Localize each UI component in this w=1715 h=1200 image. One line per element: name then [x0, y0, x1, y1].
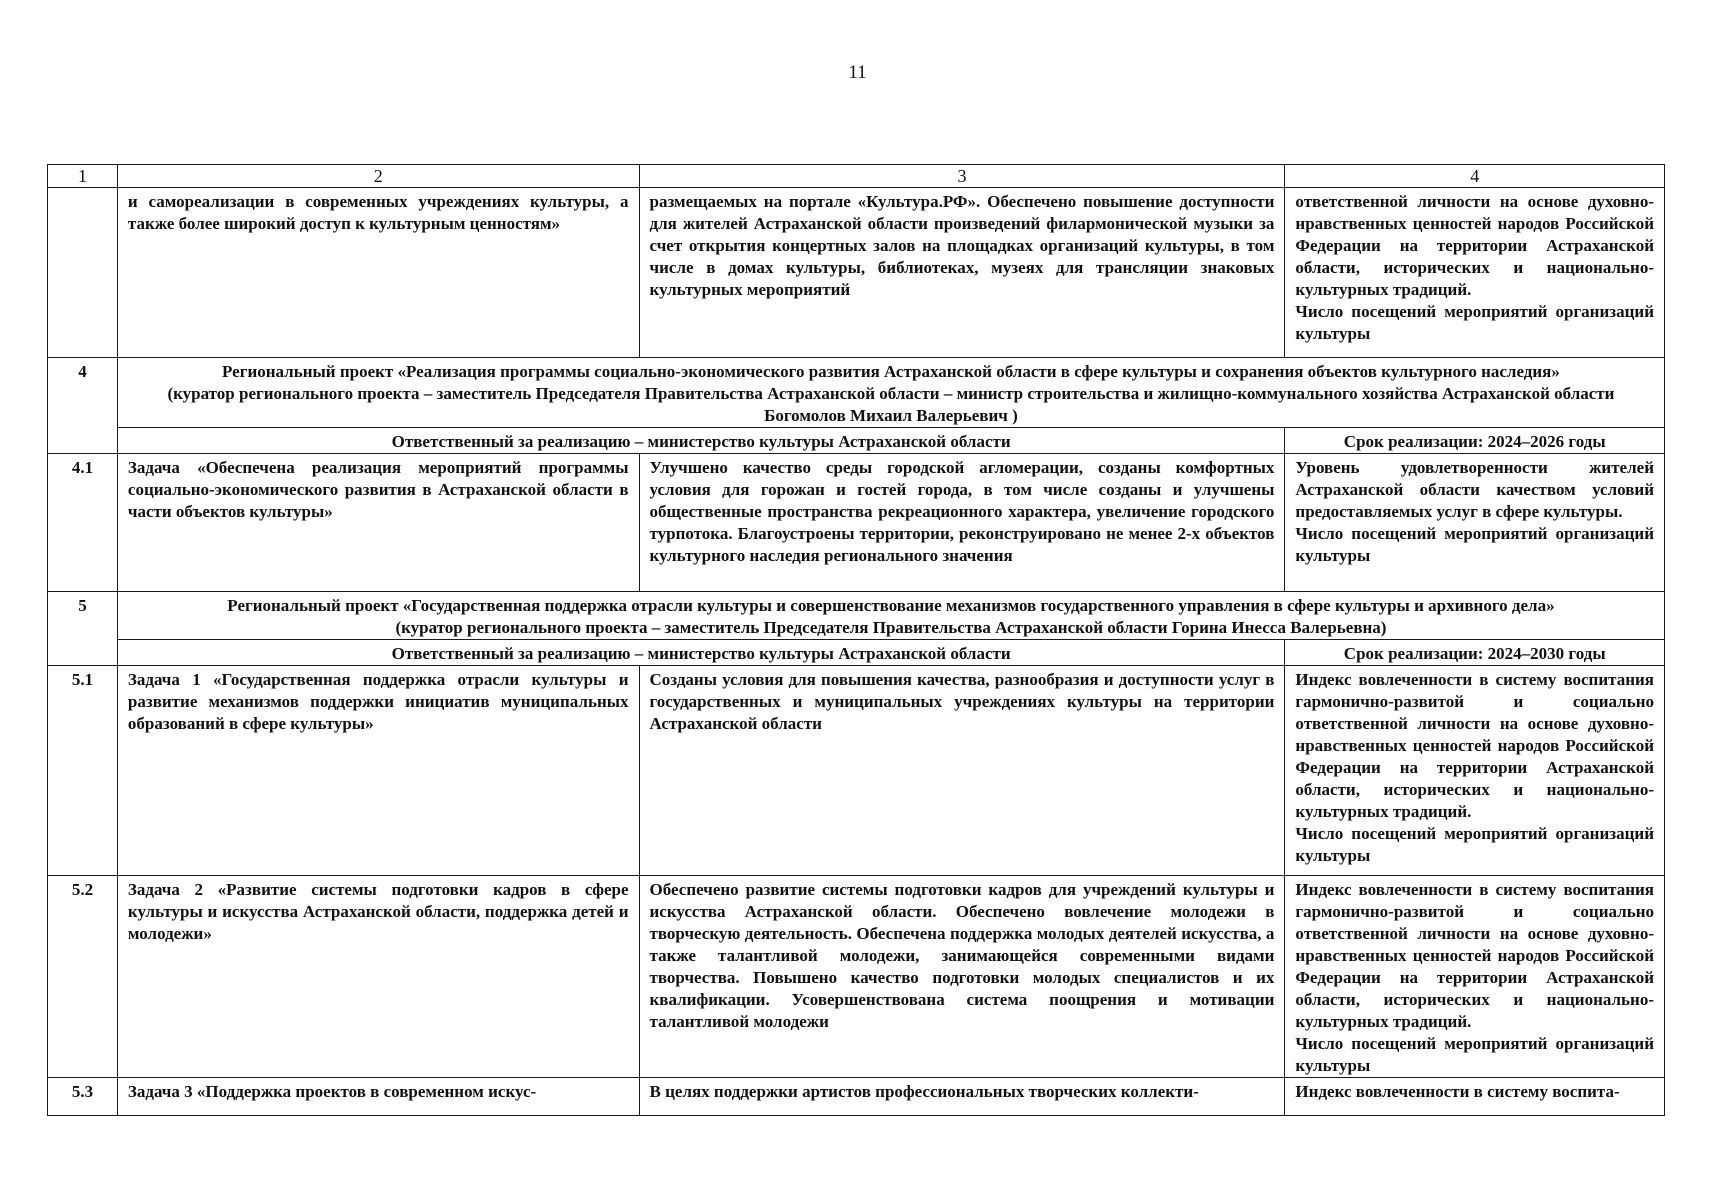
responsible-row [48, 640, 1665, 666]
project-row [48, 592, 1665, 640]
project-title-cell [117, 358, 1664, 428]
table-header-row [48, 165, 1665, 188]
header-col-3: 3 [639, 165, 1285, 188]
responsible-cell: Ответственный за реализацию – министерство культуры Астраханской области [117, 428, 1285, 454]
table-row [48, 666, 1665, 876]
indicator-text: Индекс вовлеченности в систему воспитания гармонично-развитой и социально ответственной личности на основе духовно-нравственных ценностей народов Российской Федерации на территории Астраханской области, исторических и национально-культурных традиций. [1295, 670, 1654, 821]
row-number-empty [48, 188, 118, 358]
row-number: 4 [48, 358, 118, 454]
task-cell: Задача 3 «Поддержка проектов в современном искус- [117, 1078, 639, 1116]
result-cell: Созданы условия для повышения качества, разнообразия и доступности услуг в государственных и муниципальных учреждениях культуры на территории Астраханской области [639, 666, 1285, 876]
indicator-cell [1285, 666, 1665, 876]
table-row [48, 454, 1665, 592]
indicator-text: Число посещений мероприятий организаций культуры [1295, 824, 1654, 865]
task-cell: Задача «Обеспечена реализация мероприятий программы социально-экономического развития в Астраханской области в части объектов культуры» [117, 454, 639, 592]
term-cell: Срок реализации: 2024–2026 годы [1285, 428, 1665, 454]
result-cell: Улучшено качество среды городской агломерации, созданы комфортных условия для горожан и гостей города, в том числе созданы и улучшены общественные пространства рекреационного характера, увеличение городского турпотока. Благоустроены территории, реконструировано не менее 2-х объектов культурного наследия регионального значения [639, 454, 1285, 592]
indicator-cell: Индекс вовлеченности в систему воспита- [1285, 1078, 1665, 1116]
page-number: 11 [848, 62, 867, 83]
row-number: 5.1 [48, 666, 118, 876]
program-table [47, 164, 1665, 1116]
indicator-text: Число посещений мероприятий организаций культуры [1295, 524, 1654, 565]
project-title: Региональный проект «Государственная поддержка отрасли культуры и совершенствование механизмов государственного управления в сфере культуры и архивного дела» [227, 596, 1555, 615]
result-cell: В целях поддержки артистов профессиональных творческих коллекти- [639, 1078, 1285, 1116]
indicator-cell [1285, 188, 1665, 358]
responsible-row [48, 428, 1665, 454]
table-row [48, 188, 1665, 358]
table-row [48, 1078, 1665, 1116]
indicator-text: ответственной личности на основе духовно-нравственных ценностей народов Российской Федерации на территории Астраханской области, исторических и национально-культурных традиций. [1295, 192, 1654, 299]
table-row [48, 876, 1665, 1078]
indicator-text: Уровень удовлетворенности жителей Астраханской области качеством условий предоставляемых услуг в сфере культуры. [1295, 458, 1654, 521]
indicator-cell [1285, 876, 1665, 1078]
project-curator: (куратор регионального проекта – заместитель Председателя Правительства Астраханской области Горина Инесса Валерьевна) [395, 618, 1387, 637]
row-number: 4.1 [48, 454, 118, 592]
row-number: 5.2 [48, 876, 118, 1078]
indicator-text: Число посещений мероприятий организаций культуры [1295, 1034, 1654, 1075]
result-cell: Обеспечено развитие системы подготовки кадров для учреждений культуры и искусства Астраханской области. Обеспечено вовлечение молодежи в творческую деятельность. Обеспечена поддержка молодых деятелей искусства, а также талантливой молодежи, занимающейся современными видами творчества. Повышено качество подготовки молодых специалистов и их квалификации. Усовершенствована система поощрения и мотивации талантливой молодежи [639, 876, 1285, 1078]
indicator-text: Число посещений мероприятий организаций культуры [1295, 302, 1654, 343]
header-col-2: 2 [117, 165, 639, 188]
indicator-cell [1285, 454, 1665, 592]
result-cell: размещаемых на портале «Культура.РФ». Обеспечено повышение доступности для жителей Астраханской области произведений филармонической музыки за счет открытия концертных залов на площадках организаций культуры, в том числе в домах культуры, библиотеках, музеях для трансляции знаковых культурных мероприятий [639, 188, 1285, 358]
project-curator: (куратор регионального проекта – заместитель Председателя Правительства Астраханской области – министр строительства и жилищно-коммунального хозяйства Астраханской области Богомолов Михаил Валерьевич ) [167, 384, 1615, 425]
term-cell: Срок реализации: 2024–2030 годы [1285, 640, 1665, 666]
project-title-cell [117, 592, 1664, 640]
row-number: 5 [48, 592, 118, 666]
responsible-cell: Ответственный за реализацию – министерство культуры Астраханской области [117, 640, 1285, 666]
project-title: Региональный проект «Реализация программы социально-экономического развития Астраханской области в сфере культуры и сохранения объектов культурного наследия» [222, 362, 1560, 381]
header-col-1: 1 [48, 165, 118, 188]
task-cell: Задача 2 «Развитие системы подготовки кадров в сфере культуры и искусства Астраханской области, поддержка детей и молодежи» [117, 876, 639, 1078]
task-cell: и самореализации в современных учреждениях культуры, а также более широкий доступ к культурным ценностям» [117, 188, 639, 358]
header-col-4: 4 [1285, 165, 1665, 188]
project-row [48, 358, 1665, 428]
row-number: 5.3 [48, 1078, 118, 1116]
indicator-text: Индекс вовлеченности в систему воспитания гармонично-развитой и социально ответственной личности на основе духовно-нравственных ценностей народов Российской Федерации на территории Астраханской области, исторических и национально-культурных традиций. [1295, 880, 1654, 1031]
task-cell: Задача 1 «Государственная поддержка отрасли культуры и развитие механизмов поддержки инициатив муниципальных образований в сфере культуры» [117, 666, 639, 876]
